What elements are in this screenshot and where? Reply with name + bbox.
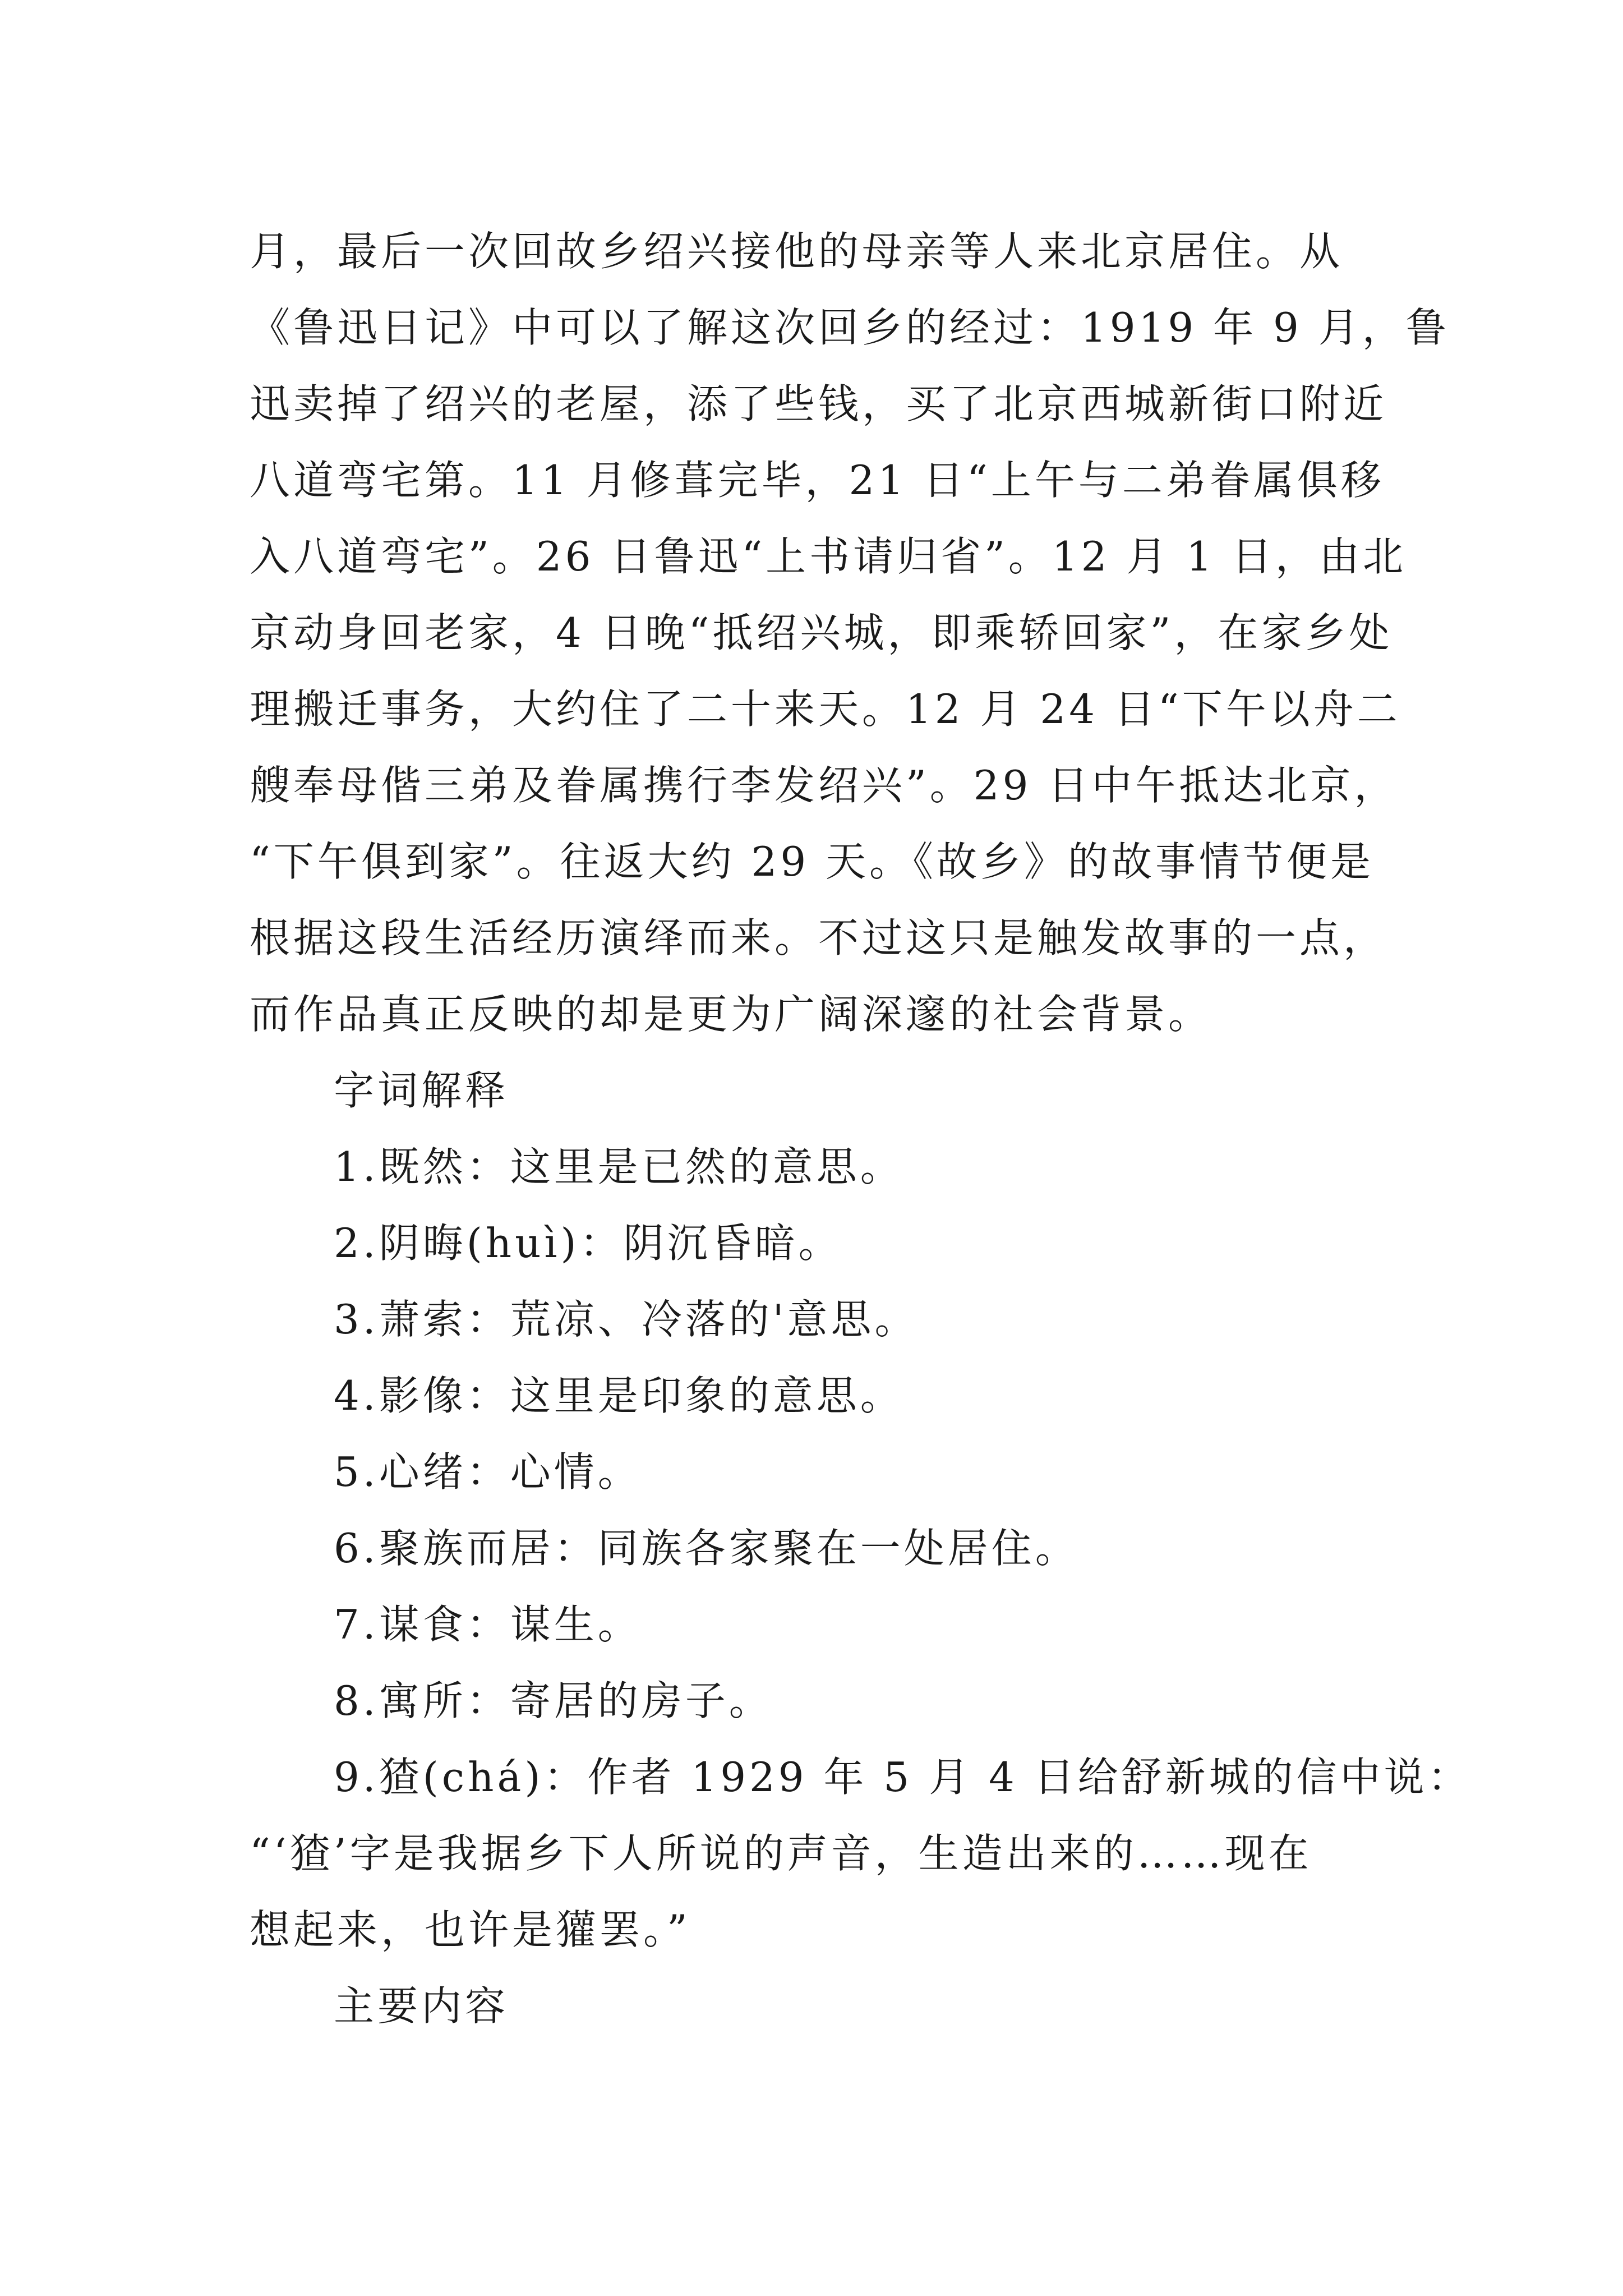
intro-line: 入八道弯宅”。26 日鲁迅“上书请归省”。12 月 1 日，由北 [250, 533, 1407, 580]
glossary-item: 5.心绪：心情。 [334, 1448, 642, 1496]
glossary-item: 3.萧索：荒凉、冷落的'意思。 [334, 1296, 919, 1343]
glossary-item-cha-line: “‘猹’字是我据乡下人所说的声音，生造出来的……现在 [250, 1830, 1312, 1877]
glossary-list [250, 1129, 1472, 1968]
glossary-item: 8.寓所：寄居的房子。 [334, 1677, 773, 1724]
main-content-heading: 主要内容 [334, 1982, 509, 2030]
intro-line: “下午俱到家”。往返大约 29 天。《故乡》的故事情节便是 [250, 838, 1375, 885]
glossary-item-cha-line: 想起来，也许是獾罢。” [250, 1906, 691, 1953]
glossary-item: 4.影像：这里是印象的意思。 [334, 1372, 904, 1419]
glossary-heading: 字词解释 [334, 1067, 509, 1114]
intro-line: 月，最后一次回故乡绍兴接他的母亲等人来北京居住。从 [250, 228, 1344, 275]
glossary-item: 1.既然：这里是已然的意思。 [334, 1143, 904, 1190]
intro-line: 艘奉母偕三弟及眷属携行李发绍兴”。29 日中午抵达北京， [250, 762, 1398, 809]
glossary-item: 7.谋食：谋生。 [334, 1601, 642, 1648]
intro-line: 《鲁迅日记》中可以了解这次回乡的经过：1919 年 9 月，鲁 [250, 304, 1450, 351]
intro-paragraph [250, 213, 1450, 1052]
glossary-item: 6.聚族而居：同族各家聚在一处居住。 [334, 1525, 1079, 1572]
intro-line: 理搬迁事务，大约住了二十来天。12 月 24 日“下午以舟二 [250, 685, 1401, 733]
glossary-item-cha-line: 9.猹(chá)：作者 1929 年 5 月 4 日给舒新城的信中说： [334, 1754, 1472, 1801]
document-body [250, 213, 1472, 2044]
intro-line: 八道弯宅第。11 月修葺完毕，21 日“上午与二弟眷属俱移 [250, 457, 1385, 504]
intro-line: 迅卖掉了绍兴的老屋，添了些钱，买了北京西城新街口附近 [250, 380, 1387, 427]
intro-line: 京动身回老家，4 日晚“抵绍兴城，即乘轿回家”，在家乡处 [250, 609, 1393, 656]
glossary-item-cha [250, 1739, 1472, 1968]
intro-line: 而作品真正反映的却是更为广阔深邃的社会背景。 [250, 991, 1212, 1038]
intro-line: 根据这段生活经历演绎而来。不过这只是触发故事的一点， [250, 914, 1387, 961]
glossary-item: 2.阴晦(huì)：阴沉昏暗。 [334, 1220, 842, 1267]
